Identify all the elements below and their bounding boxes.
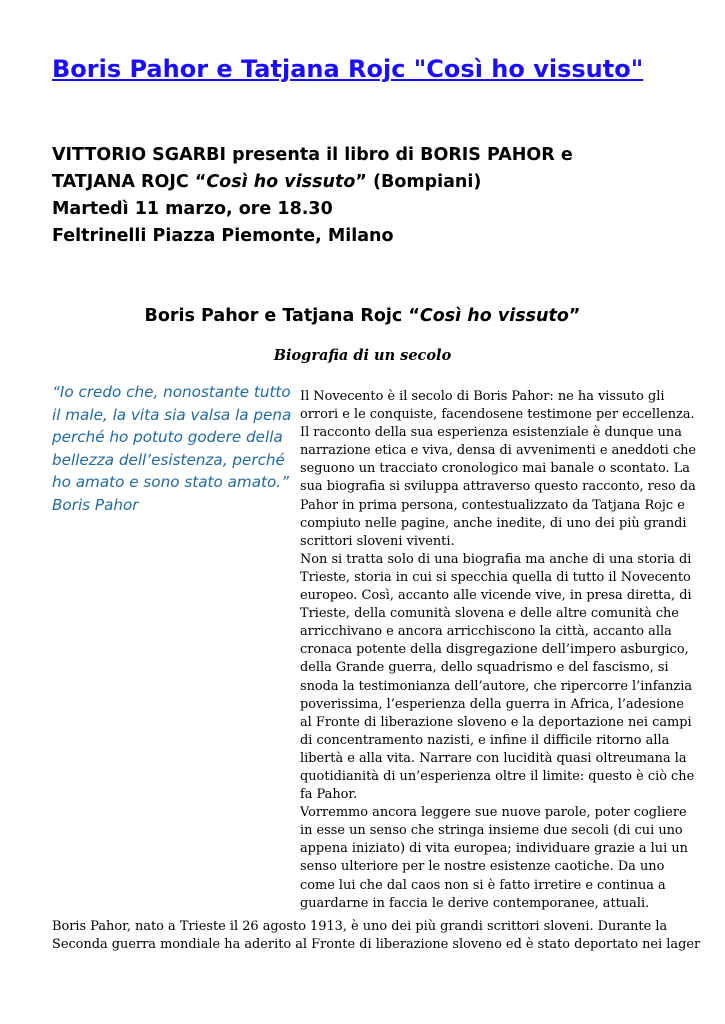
body-line: arricchivano e ancora arricchiscono la città, accanto alla <box>300 624 672 640</box>
body-line: guardarne in faccia le derive contemporanee, attuali. <box>300 895 650 911</box>
quote-line: perché ho potuto godere della <box>52 428 283 446</box>
body-line: quotidianità di un’esperienza oltre il limite: questo è ciò che <box>300 768 695 784</box>
article-body <box>300 388 696 913</box>
subheading-book-title: Così ho vissuto <box>419 306 569 326</box>
body-line: seguono un tracciato cronologico mai banale o scontato. La <box>300 461 690 477</box>
body-line: Trieste, della comunità slovena e delle altre comunità che <box>300 606 679 622</box>
body-line: al Fronte di liberazione sloveno e la deportazione nei campi <box>300 714 692 730</box>
body-line: Il Novecento è il secolo di Boris Pahor: ne ha vissuto gli <box>300 389 665 404</box>
body-line: snoda la testimonianza dell’autore, che ripercorre l’infanzia <box>300 678 693 694</box>
body-line: della Grande guerra, dello squadrismo e del fascismo, si <box>300 660 669 676</box>
page-title-link[interactable]: Boris Pahor e Tatjana Rojc "Così ho vissuto" <box>52 55 644 83</box>
pull-quote <box>52 381 304 516</box>
subheading-authors: Boris Pahor e Tatjana Rojc “ <box>144 306 420 326</box>
body-line: Trieste, storia in cui si specchia quella di tutto il Novecento <box>300 569 691 585</box>
body-line: Pahor in prima persona, contestualizzato da Tatjana Rojc e <box>300 497 685 513</box>
announcement-line-2 <box>52 169 672 196</box>
announcement-publisher: ” (Bompiani) <box>355 172 482 192</box>
body-line: libertà e alla vita. Narrare con lucidità quasi oltreumana la <box>300 750 687 766</box>
body-line: poverissima, l’esperienza della guerra in Africa, l’adesione <box>300 696 684 712</box>
announcement-venue: Feltrinelli Piazza Piemonte, Milano <box>52 226 394 246</box>
quote-line: il male, la vita sia valsa la pena <box>52 405 292 424</box>
body-line: orrori e le conquiste, facendosene testimone per eccellenza. <box>300 407 695 423</box>
body-line: sua biografia si sviluppa attraverso questo racconto, reso da <box>300 479 696 495</box>
event-announcement <box>52 142 672 250</box>
body-line: come lui che dal caos non si è fatto irretire e continua a <box>300 877 666 893</box>
quote-attribution: Boris Pahor <box>52 495 139 514</box>
announcement-authors: TATJANA ROJC “ <box>52 172 207 192</box>
body-line: di concentramento nazisti, e infine il difficile ritorno alla <box>300 732 670 748</box>
body-line: cronaca potente della disgregazione dell’impero asburgico, <box>300 642 689 658</box>
quote-line: “Io credo che, nonostante tutto <box>52 383 291 401</box>
quote-line: ho amato e sono stato amato.” <box>52 473 289 491</box>
section-heading: Biografia di un secolo <box>273 347 452 364</box>
body-line: appena iniziato) di vita europea; individuare grazie a lui un <box>300 841 688 857</box>
quote-line: bellezza dell’esistenza, perché <box>52 450 285 469</box>
bio-line: Boris Pahor, nato a Trieste il 26 agosto 1913, è uno dei più grandi scrittori sloveni. Durante la <box>52 919 668 934</box>
body-line: Non si tratta solo di una biografia ma anche di una storia di <box>300 551 692 567</box>
body-line: Il racconto della sua esperienza esistenziale è dunque una <box>300 425 682 441</box>
body-line: scrittori sloveni viventi. <box>300 533 455 549</box>
body-line: narrazione etica e viva, densa di avvenimenti e aneddoti che <box>300 443 696 459</box>
body-line: senso ulteriore per le nostre esistenze caotiche. Da uno <box>300 859 665 875</box>
announcement-line-1: VITTORIO SGARBI presenta il libro di BORIS PAHOR e <box>52 145 573 165</box>
announcement-book-title: Così ho vissuto <box>206 172 356 192</box>
body-line: compiuto nelle pagine, anche inedite, di uno dei più grandi <box>300 515 687 531</box>
body-line: fa Pahor. <box>300 787 358 803</box>
body-line: Vorremmo ancora leggere sue nuove parole, poter cogliere <box>300 805 687 821</box>
body-line: in esse un senso che stringa insieme due secoli (di cui uno <box>300 823 683 839</box>
article-subheading <box>0 306 725 326</box>
bio-line: Seconda guerra mondiale ha aderito al Fronte di liberazione sloveno ed è stato deportato nei lager <box>52 937 701 953</box>
body-line: europeo. Così, accanto alle vicende vive, in presa diretta, di <box>300 588 692 604</box>
announcement-date: Martedì 11 marzo, ore 18.30 <box>52 199 333 219</box>
author-bio-paragraph <box>52 918 701 954</box>
subheading-close-quote: ” <box>568 306 581 326</box>
